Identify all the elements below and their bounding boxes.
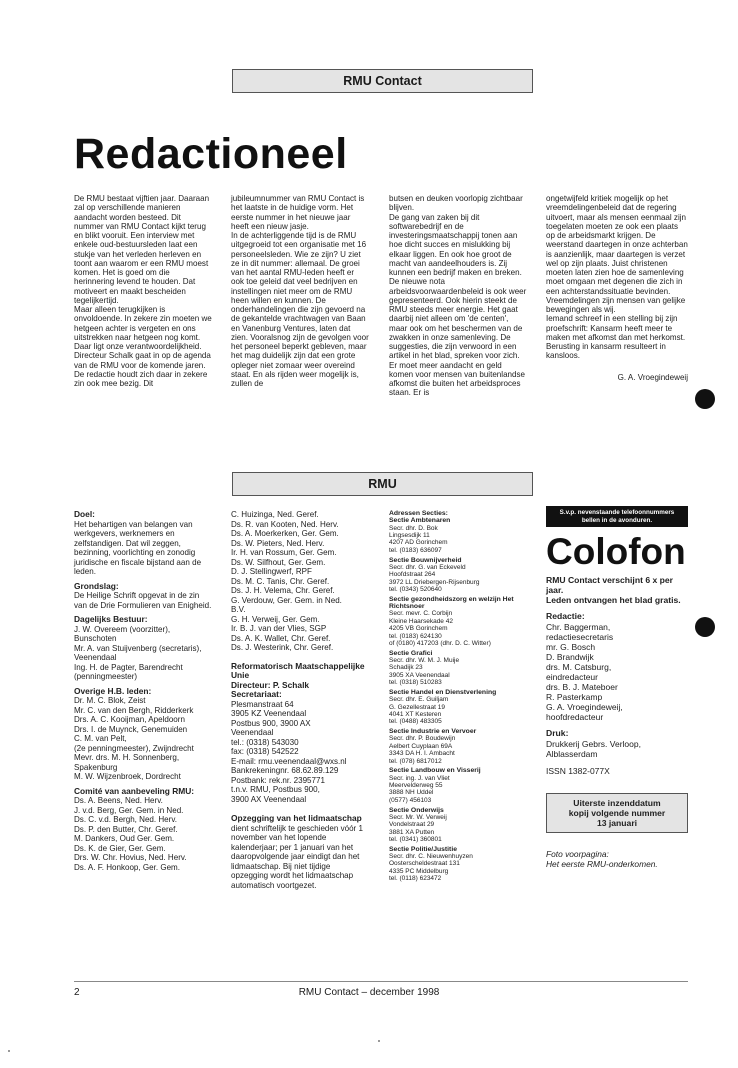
photo-caption-text: Het eerste RMU-onderkomen.	[546, 858, 658, 869]
comite-member: Ds. M. C. Tanis, Chr. Geref.	[231, 576, 330, 586]
fax-line: fax: (0318) 542522	[231, 747, 299, 756]
sections-column	[389, 510, 531, 883]
editorial-paragraph: De RMU bestaat vijftien jaar. Daaraan zal op verschillende manieren aandacht worden besteed. Dit nummer van RMU Contact kijkt terug en blikt vooruit. Een interview met enkele oud-bestuursleden laat een stukje van het verleden herleven en toont aan waarom er een RMU moest komen. Het is goed om die herinnering levend te houden. Dat motiveert en maakt bescheiden tegelijkertijd.	[74, 194, 210, 305]
frequency-note: RMU Contact verschijnt 6 x per jaar.	[546, 575, 674, 595]
page-title: Redactioneel	[74, 130, 348, 178]
deadline-line: kopij volgende nummer	[568, 807, 666, 818]
editorial-column-3	[389, 194, 527, 398]
section-address-line: (0577) 456103	[389, 796, 432, 804]
comite-member: J. v.d. Berg, Ger. Gem. in Ned.	[74, 805, 184, 815]
section-address-line: 3343 DA H. I. Ambacht	[389, 750, 455, 758]
scan-speck	[8, 1050, 10, 1052]
punch-hole-mark	[695, 617, 715, 637]
section-name: Sectie gezondheidszorg en welzijn Het Richtsnoer	[389, 595, 514, 611]
comite-member: Ds. J. Westerink, Chr. Geref.	[231, 643, 334, 652]
section-address-line: Aelbert Cuyplaan 69A	[389, 742, 453, 750]
members-column	[231, 510, 369, 890]
comite-member: Ds. A. Moerkerken, Ger. Gem.	[231, 529, 339, 538]
section-name: Sectie Bouwnijverheid	[389, 556, 462, 564]
druk-heading: Druk:	[546, 728, 569, 739]
section-address-line: 4041 XT Kesteren	[389, 710, 442, 718]
address-line: Postbus 900, 3900 AX	[231, 718, 311, 728]
deadline-date: 13 januari	[596, 817, 638, 828]
colofon-column	[546, 506, 688, 869]
section-address-line: 3972 LL Driebergen-Rijsenburg	[389, 578, 480, 586]
comite-member: B.V.	[231, 605, 246, 614]
bestuur-member: Mr. A. van Stuijvenberg (secretaris), Veenendaal	[74, 643, 202, 662]
editorial-paragraph: De redactie houdt zich daar in zekere zin ook mee bezig. Dit	[74, 369, 208, 388]
section-address-line: tel. (0318) 510283	[389, 679, 442, 687]
section-address-line: Vondelstraat 29	[389, 821, 435, 829]
comite-member: Ds. A. Beens, Ned. Herv.	[74, 796, 163, 805]
photo-caption-label: Foto voorpagina:	[546, 848, 609, 859]
section-address-line: Meervelderweg 55	[389, 782, 443, 790]
section-name: Sectie Landbouw en Visserij	[389, 767, 481, 775]
section-list	[389, 517, 531, 882]
hb-member: Drs. A. C. Kooijman, Apeldoorn	[74, 715, 185, 724]
editor-line: redactiesecretaris	[546, 631, 614, 642]
editor-line: D. Brandwijk	[546, 651, 594, 662]
comite-member: Ir. B. J. van der Vlies, SGP	[231, 624, 327, 633]
section-address-line: 3881 XA Putten	[389, 828, 435, 836]
address-line: Plesmanstraat 64	[231, 699, 294, 709]
section-name: Sectie Onderwijs	[389, 806, 444, 814]
printer-line: Drukkerij Gebrs. Verloop,	[546, 738, 641, 749]
comite-member: Ds. W. Silfhout, Ger. Gem.	[231, 557, 326, 567]
redactie-heading: Redactie:	[546, 611, 585, 621]
section-address-line: Lingsesdijk 11	[389, 532, 430, 540]
editorial-paragraph: jubileumnummer van RMU Contact is het laatste in de huidige vorm. Het eerste nummer in het nieuwe jaar heeft een nieuw jasje.	[231, 194, 365, 231]
section-address-line: tel. (0118) 623472	[389, 875, 442, 883]
editorial-column-1	[74, 194, 212, 388]
section-name: Sectie Ambtenaren	[389, 517, 451, 525]
section-address-line: Secr. dhr. G. van Eckeveld	[389, 563, 466, 571]
director-line: Directeur: P. Schalk	[231, 679, 310, 690]
editorial-signature: G. A. Vroegindeweij	[617, 372, 688, 382]
section-address-line: tel. (0341) 360801	[389, 835, 442, 843]
comite-heading: Comité van aanbeveling RMU:	[74, 785, 195, 796]
bestuur-member: J. W. Overeem (voorzitter), Bunschoten	[74, 624, 171, 643]
issn: ISSN 1382-077X	[546, 766, 610, 777]
editorial-paragraph: Iemand schreef in een stelling bij zijn proefschrift: Kansarm heeft meer te maken met afkomst dan met herkomst. Berusting in kansarm resulteert in kansloos.	[546, 314, 686, 361]
comite-member: Ds. R. van Kooten, Ned. Herv.	[231, 519, 339, 529]
section-address-line: of (0180) 417203 (dhr. D. C. Witter)	[389, 639, 491, 647]
section-address-line: tel. (0183) 636097	[389, 546, 442, 554]
editorial-paragraph: Maar alleen terugkijken is onvoldoende. In zekere zin moeten we hetgeen achter is vergeten en ons uitstrekken naar hetgeen nog komt. Daar ligt onze verantwoordelijkheid. Directeur Schalk gaat in op de agenda van de RMU voor de komende jaren.	[74, 305, 212, 370]
section-address-line: Oosterscheldestraat 131	[389, 860, 460, 868]
section-address-line: Secr. dhr. W. M. J. Muije	[389, 657, 460, 665]
section-address-line: tel. (0488) 483305	[389, 718, 442, 726]
editorial-paragraph: De gang van zaken bij dit softwarebedrijf en de investeringsmaatschappij tonen aan hoe dicht succes en mislukking bij elkaar liggen. En ook hoe groot de macht van aandeelhouders is. Zij kunnen een bedrijf maken en breken.	[389, 212, 522, 277]
editorial-paragraph: De nieuwe nota arbeidsvoorwaardenbeleid is ook weer gepresenteerd. Ook hierin steekt de RMU steeds meer energie. Het gaat daarbij niet alleen om 'de centen', maar ook om het beschermen van de zwakken in onze samenleving. De suggesties, die zijn verwoord in een artikel in het blad, spreken voor zich. Er moet meer aandacht en geld komen voor mensen van buitenlandse afkomst die buiten het arbeidsproces staan. Er is	[389, 277, 527, 398]
photo-caption	[546, 849, 688, 869]
colofon-title: Colofon	[546, 531, 686, 572]
address-line: Veenendaal	[231, 728, 274, 737]
editor-line: drs. M. Catsburg,	[546, 661, 612, 672]
editorial-paragraph: In de achterliggende tijd is de RMU uitgegroeid tot een organisatie met 16 personeelsleden. Wie ze zijn? U ziet ze in dit nummer: allemaal. De groei van het aantal RMU-leden heeft er ook toe geleid dat veel bedrijven en instellingen niet meer om de RMU heen willen en kunnen. De onderhandelingen die zijn gevoerd na de gekantelde vrachtwagen van Baan en Vanenburg Ventures, laten dat zien. Vooralsnog zijn de gevolgen voor het personeel beperkt gebleven, maar het mag duidelijk zijn dat een grote opleger niet zomaar weer overeind staat. En als rijden weer mogelijk is, zullen de	[231, 231, 369, 388]
sections-heading: Adressen Secties:	[389, 510, 448, 517]
section-address-line: 3905 XA Veenendaal	[389, 671, 450, 679]
scan-speck	[378, 1040, 380, 1042]
section-address-line: Secr. dhr. P. Boudewijn	[389, 735, 456, 743]
evening-call-notice: S.v.p. nevenstaande telefoonnummers bellen in de avonduren.	[546, 506, 688, 527]
section-address-line: Secr. mevr. C. Corbijn	[389, 610, 453, 618]
organisation-name: Reformatorisch Maatschappelijke Unie	[231, 660, 365, 680]
editor-line: mr. G. Bosch	[546, 641, 596, 652]
comite-member: Ds. A. K. Wallet, Chr. Geref.	[231, 633, 331, 643]
footer-rule	[74, 981, 688, 982]
opzegging-text: dient schriftelijk te geschieden vóór 1 november van het lopende kalenderjaar; per 1 januari van het daaropvolgende jaar eindigt dan het lidmaatschap. Bij niet tijdige opzegging wordt het lidmaatschap automatisch voortgezet.	[231, 823, 363, 890]
hb-member: Mevr. drs. M. H. Sonnenberg, Spakenburg	[74, 753, 180, 772]
section-name: Sectie Politie/Justitie	[389, 845, 457, 853]
phone-line: tel.: (0318) 543030	[231, 737, 299, 747]
opzegging-heading: Opzegging van het lidmaatschap	[231, 813, 362, 823]
doel-heading: Doel:	[74, 509, 95, 519]
editor-line: R. Pasterkamp	[546, 692, 603, 703]
comite-member: Ds. W. Pieters, Ned. Herv.	[231, 538, 325, 548]
comite-member: Ds. J. H. Velema, Chr. Geref.	[231, 586, 335, 595]
comite-member: Ir. H. van Rossum, Ger. Gem.	[231, 548, 337, 557]
section-address-line: 4207 AD Gorinchem	[389, 539, 448, 547]
postbank-line: Postbank: rek.nr. 2395771	[231, 775, 325, 785]
bestuur-heading: Dagelijks Bestuur:	[74, 614, 148, 624]
hb-member: C. M. van Pelt,	[74, 734, 127, 743]
section-name: Sectie Handel en Dienstverlening	[389, 688, 497, 696]
section-address-line: Secr. Mr. W. Verweij	[389, 813, 447, 821]
comite-member: Ds. K. de Gier, Ger. Gem.	[74, 843, 166, 853]
section-address-line: 4335 PC Middelburg	[389, 867, 449, 875]
hb-member: Mr. C. van den Bergh, Ridderkerk	[74, 705, 194, 715]
section-name: Sectie Industrie en Vervoer	[389, 728, 477, 736]
deadline-line: Uiterste inzenddatum	[573, 797, 661, 808]
section-address-line: tel. (0343) 520640	[389, 585, 442, 593]
doel-text: Het behartigen van belangen van werkgevers, werknemers en zelfstandigen. Dat wil zeggen, bezinning, voorlichting en zonodig juridische en fiscale bijstand aan de leden.	[74, 519, 202, 576]
address-line: 3905 KZ Veenendaal	[231, 709, 307, 718]
editor-line: Chr. Baggerman,	[546, 621, 611, 632]
comite-member: D. J. Stellingwerf, RPF	[231, 567, 312, 576]
section-address-line: 4205 VB Gorinchem	[389, 625, 448, 633]
comite-member: Ds. P. den Butter, Chr. Geref.	[74, 824, 178, 834]
section-address-line: Kleine Haarsekade 42	[389, 617, 453, 625]
hb-heading: Overige H.B. leden:	[74, 685, 152, 696]
editorial-paragraph: ongetwijfeld kritiek mogelijk op het vreemdelingenbeleid dat de regering uitvoert, maar als mensen eenmaal zijn toegelaten moeten ze ook een plaats op de arbeidsmarkt krijgen. De weerstand daartegen in onze achterban is aanzienlijk, maar daartegen is verzet wel op zijn plaats. Juist christenen moeten laten zien hoe de samenleving moet omgaan met degenen die zich in een achterstandssituatie bevinden. Vreemdelingen zijn mensen van gelijke bewegingen als wij.	[546, 194, 688, 314]
comite-member: Ds. A. F. Honkoop, Ger. Gem.	[74, 862, 180, 872]
section-address-line: G. Gezellestraat 19	[389, 703, 445, 711]
address-line: 3900 AX Veenendaal	[231, 794, 307, 804]
deadline-box	[546, 793, 688, 833]
section-address-line: 3888 NH Uddel	[389, 789, 434, 797]
email-line: E-mail: rmu.veenendaal@wxs.nl	[231, 756, 347, 766]
bestuur-member: Ing. H. de Pagter, Barendrecht (penningmeester)	[74, 662, 183, 681]
hb-member: Dr. M. C. Blok, Zeist	[74, 696, 146, 705]
section-address-line: tel. (078) 6817012	[389, 757, 442, 765]
section-address-line: Schadijk 23	[389, 664, 423, 672]
comite-member: Ds. C. v.d. Bergh, Ned. Herv.	[74, 815, 178, 824]
header-banner: RMU Contact	[232, 69, 533, 93]
editorial-column-2	[231, 194, 369, 388]
bank-line: Bankrekeningnr. 68.62.89.129	[231, 766, 339, 775]
comite-member: Drs. W. Chr. Hovius, Ned. Herv.	[74, 853, 187, 862]
section-address-line: Secr. dhr. C. Nieuwenhuyzen	[389, 853, 473, 861]
punch-hole-mark	[695, 389, 715, 409]
footer-publication: RMU Contact – december 1998	[298, 987, 440, 998]
comite-member: M. Dankers, Oud Ger. Gem.	[74, 834, 175, 843]
comite-member: C. Huizinga, Ned. Geref.	[231, 510, 319, 519]
hb-member: Drs. I. de Muynck, Genemuiden	[74, 724, 188, 734]
hb-member: (2e penningmeester), Zwijndrecht	[74, 743, 194, 753]
rmu-info-column	[74, 510, 212, 872]
free-for-members-note: Leden ontvangen het blad gratis.	[546, 595, 681, 605]
section-name: Sectie Grafici	[389, 649, 433, 657]
grondslag-heading: Grondslag:	[74, 580, 119, 591]
section-address-line: Hoofdstraat 264	[389, 571, 436, 579]
comite-member: G. H. Verweij, Ger. Gem.	[231, 614, 320, 624]
editor-line: eindredacteur	[546, 671, 598, 682]
hb-member: M. W. Wijzenbroek, Dordrecht	[74, 772, 181, 781]
section-address-line: Secr. ing. J. van Vliet	[389, 774, 450, 782]
page-number: 2	[74, 987, 80, 998]
editorial-column-4	[546, 194, 688, 382]
editor-line: drs. B. J. Mateboer	[546, 682, 618, 693]
section-banner: RMU	[232, 472, 533, 496]
grondslag-text: De Heilige Schrift opgevat in de zin van de Drie Formulieren van Enigheid.	[74, 591, 212, 610]
section-address-line: tel. (0183) 624130	[389, 632, 442, 640]
editorial-paragraph: butsen en deuken voorlopig zichtbaar blijven.	[389, 194, 523, 213]
address-line: t.n.v. RMU, Postbus 900,	[231, 785, 320, 794]
editor-line: G. A. Vroegindeweij,	[546, 702, 623, 713]
section-address-line: Secr. dhr. E. Guiljam	[389, 696, 449, 704]
printer-line: Alblasserdam	[546, 749, 598, 760]
secretariat-heading: Secretariaat:	[231, 689, 282, 699]
comite-member: G. Verdouw, Ger. Gem. in Ned.	[231, 595, 342, 605]
section-address-line: Secr. dhr. D. Bok	[389, 524, 438, 532]
editor-line: hoofdredacteur	[546, 712, 604, 723]
